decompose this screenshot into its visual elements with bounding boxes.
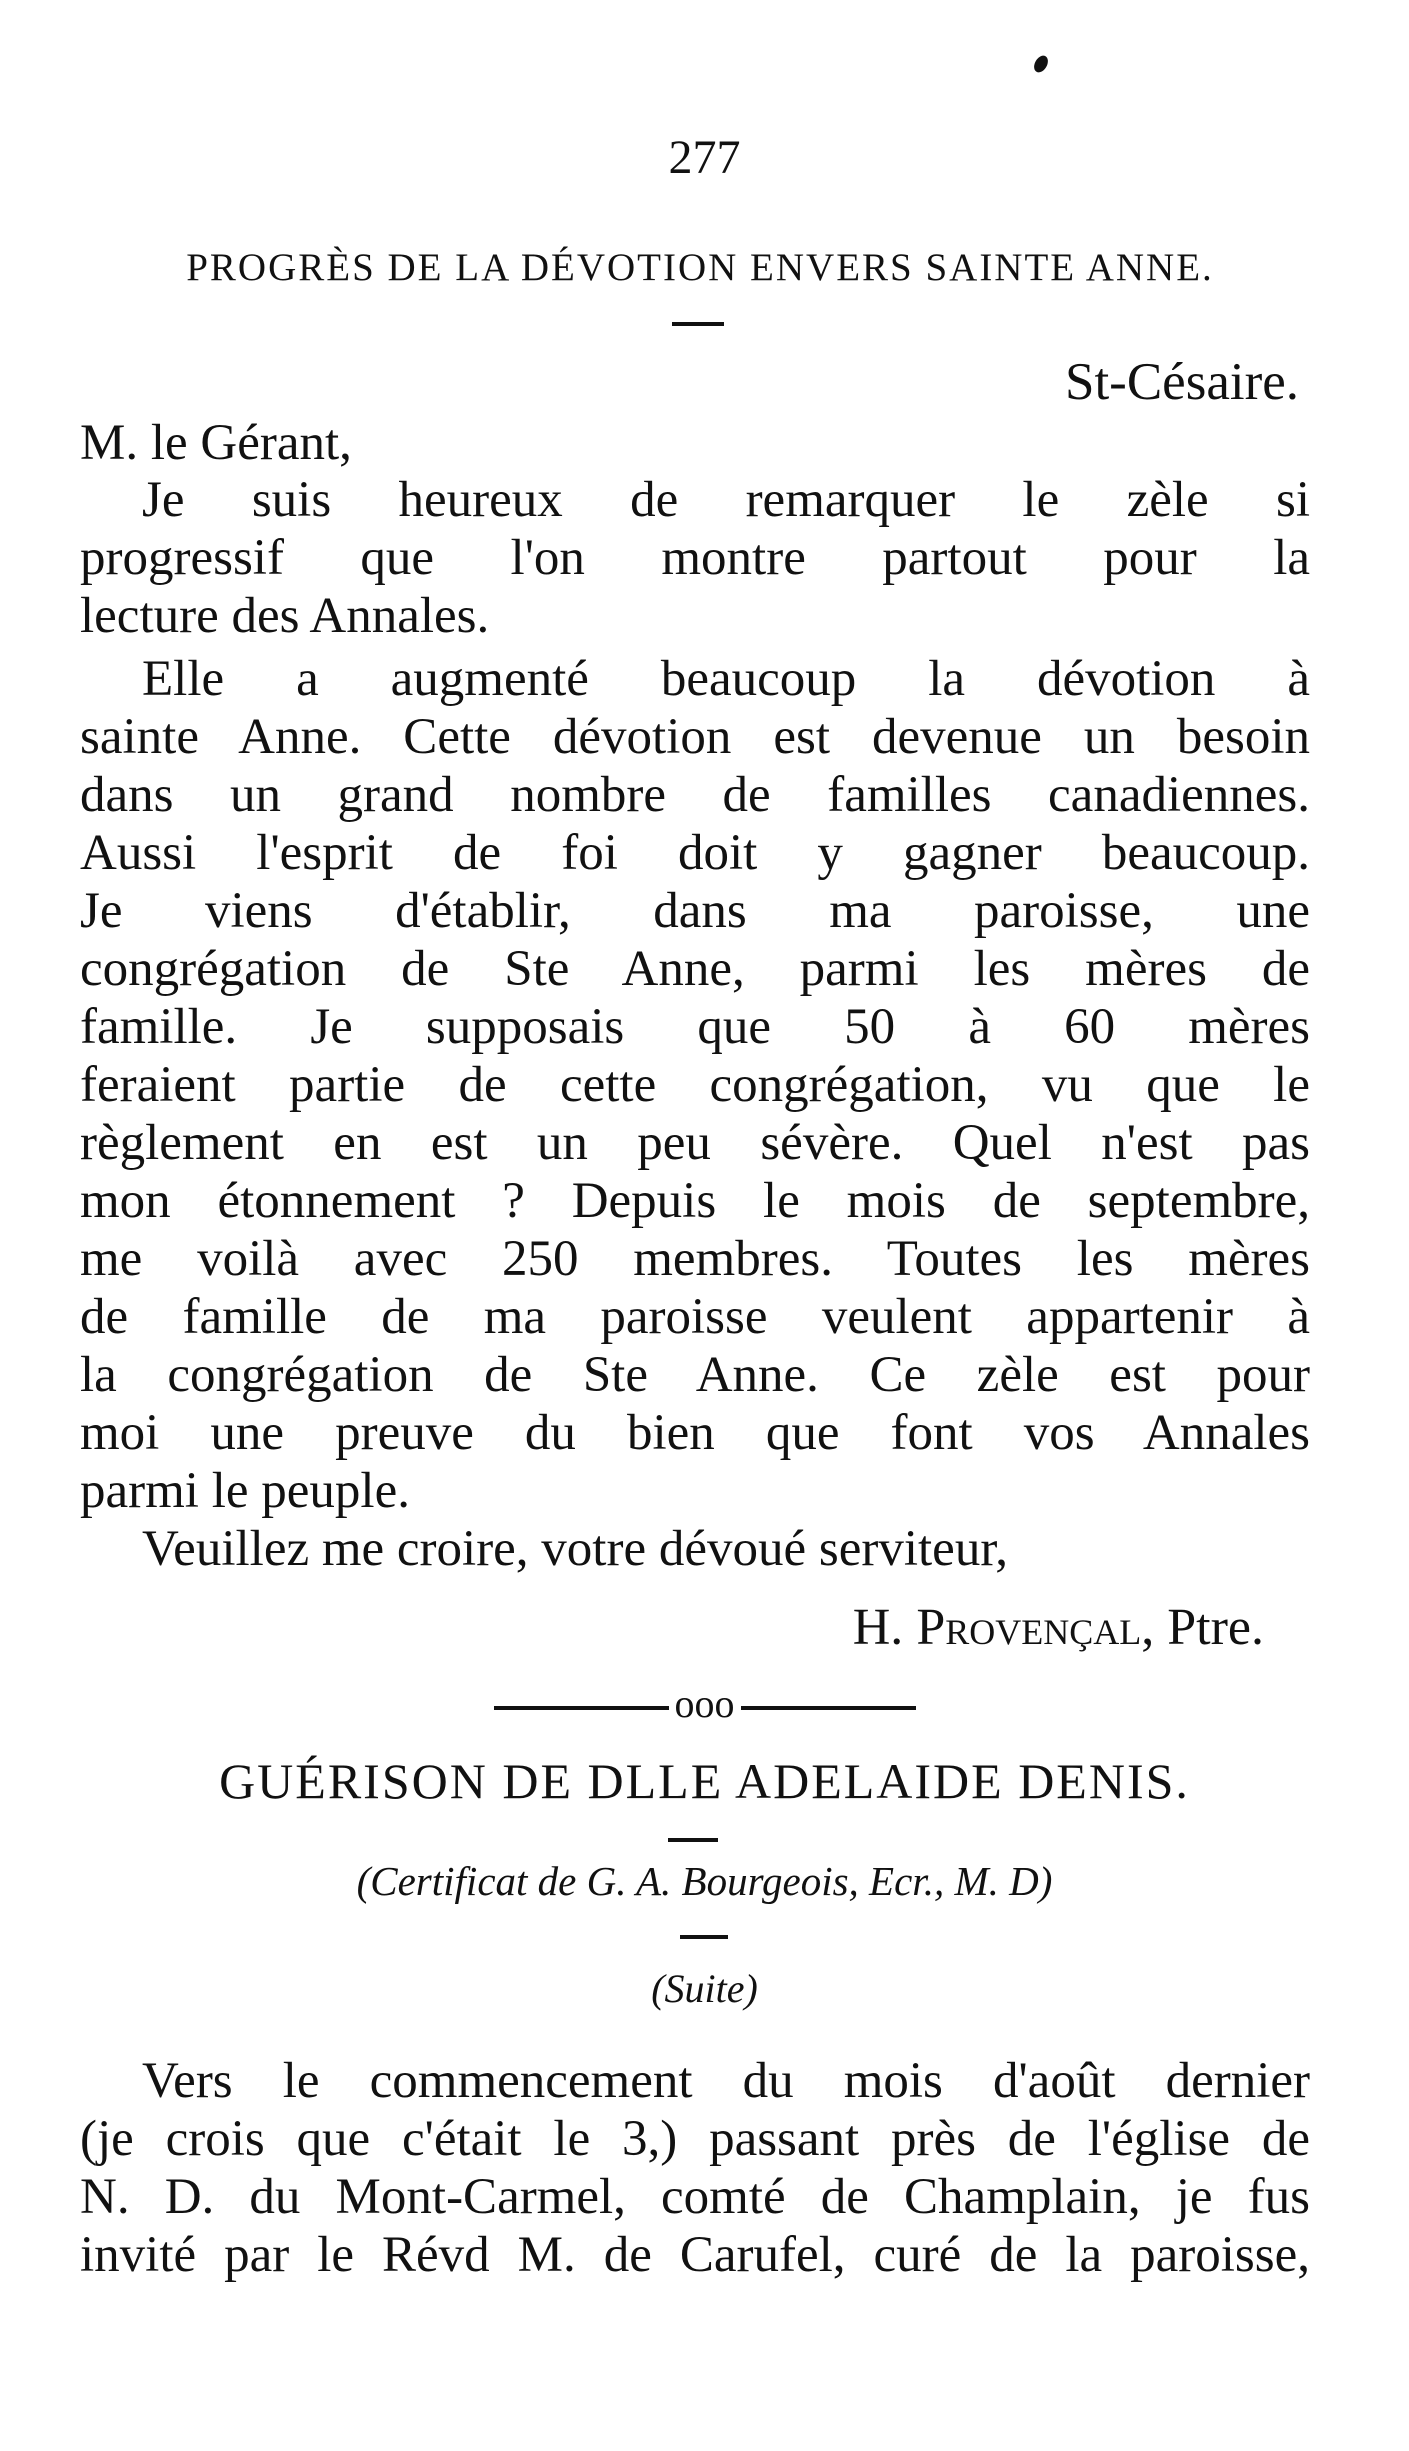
salutation: M. le Gérant, xyxy=(80,415,352,471)
letter-line: de famille de ma paroisse veulent appartenir à xyxy=(80,1289,1310,1345)
letter-line: Elle a augmenté beaucoup la dévotion à xyxy=(142,651,1310,707)
signature-name: Provençal xyxy=(916,1599,1142,1656)
page-number: 277 xyxy=(668,131,741,184)
letter-line: sainte Anne. Cette dévotion est devenue un besoin xyxy=(80,709,1310,765)
letter-line: dans un grand nombre de familles canadiennes. xyxy=(80,767,1310,823)
letter-line: Je suis heureux de remarquer le zèle si xyxy=(142,472,1310,528)
subtitle-rule xyxy=(680,1935,728,1939)
letter-line: feraient partie de cette congrégation, vu que le xyxy=(80,1057,1310,1113)
separator-line-right xyxy=(741,1706,916,1710)
letter-line: parmi le peuple. xyxy=(80,1463,410,1519)
body-line: Vers le commencement du mois d'août dernier xyxy=(142,2053,1310,2109)
section-heading: GUÉRISON DE DLLE ADELAIDE DENIS. xyxy=(219,1753,1190,1809)
letter-line: la congrégation de Ste Anne. Ce zèle est pour xyxy=(80,1347,1310,1403)
section-separator xyxy=(0,1680,1409,1727)
certificate-subtitle: (Certificat de G. A. Bourgeois, Ecr., M. D) xyxy=(356,1858,1053,1904)
letter-line: famille. Je supposais que 50 à 60 mères xyxy=(80,999,1310,1055)
ink-mark xyxy=(1031,53,1050,75)
signature-title: , Ptre. xyxy=(1141,1599,1264,1656)
body-line: invité par le Révd M. de Carufel, curé de la paroisse, xyxy=(80,2227,1310,2283)
title-rule xyxy=(672,322,724,326)
letter-place: St-Césaire. xyxy=(1064,353,1299,411)
body-line: (je crois que c'était le 3,) passant près de l'église de xyxy=(80,2111,1310,2167)
separator-text: ooo xyxy=(674,1681,735,1726)
letter-line: congrégation de Ste Anne, parmi les mères de xyxy=(80,941,1310,997)
continued-label: (Suite) xyxy=(651,1966,758,2011)
letter-line: moi une preuve du bien que font vos Annales xyxy=(80,1405,1310,1461)
heading-rule xyxy=(668,1838,718,1842)
letter-closing: Veuillez me croire, votre dévoué serviteur, xyxy=(142,1521,1009,1577)
letter-line xyxy=(80,587,1310,646)
body-line: N. D. du Mont-Carmel, comté de Champlain, je fus xyxy=(80,2169,1310,2225)
letter-line: Je viens d'établir, dans ma paroisse, une xyxy=(80,883,1310,939)
letter-line-text: lecture des Annales. xyxy=(80,588,490,644)
letter-line: règlement en est un peu sévère. Quel n'est pas xyxy=(80,1115,1310,1171)
signature xyxy=(853,1598,1264,1657)
letter-line: me voilà avec 250 membres. Toutes les mères xyxy=(80,1231,1310,1287)
signature-initial: H. xyxy=(852,1599,917,1656)
letter-line: mon étonnement ? Depuis le mois de septembre, xyxy=(80,1173,1310,1229)
section-title: PROGRÈS DE LA DÉVOTION ENVERS SAINTE ANNE. xyxy=(186,246,1214,289)
separator-line-left xyxy=(494,1706,669,1710)
letter-line: Aussi l'esprit de foi doit y gagner beaucoup. xyxy=(80,825,1310,881)
letter-line: progressif que l'on montre partout pour la xyxy=(80,530,1310,586)
